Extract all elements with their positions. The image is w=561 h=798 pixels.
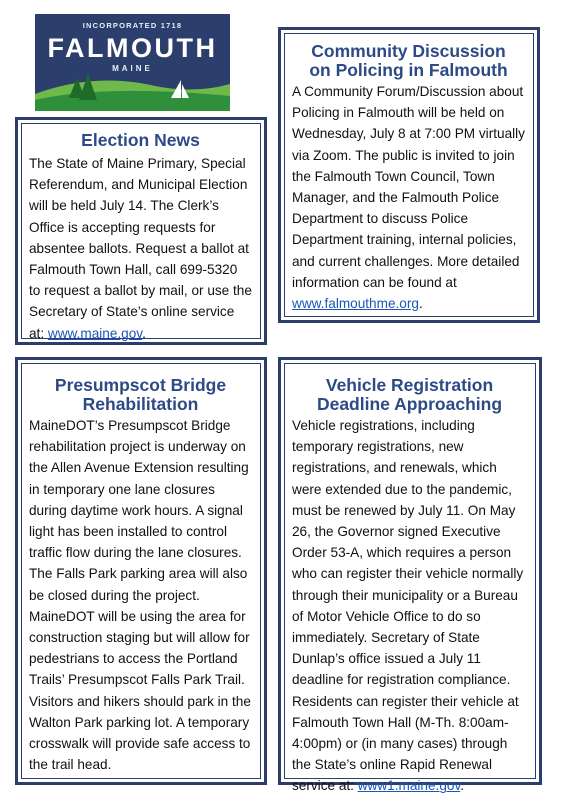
vehicle-registration-text-end: . bbox=[460, 778, 465, 794]
community-discussion-text-end: . bbox=[418, 296, 423, 312]
community-discussion-inner bbox=[284, 33, 534, 317]
bridge-rehab-box bbox=[15, 357, 267, 785]
falmouthme-link[interactable]: www.falmouthme.org bbox=[292, 296, 419, 312]
bridge-rehab-inner bbox=[21, 363, 261, 779]
vehicle-registration-title-line2: Deadline Approaching bbox=[316, 394, 503, 414]
community-discussion-body bbox=[292, 81, 525, 314]
bridge-rehab-title-line2: Rehabilitation bbox=[82, 394, 199, 414]
maine-gov-link[interactable]: www.maine.gov bbox=[47, 325, 143, 341]
vehicle-registration-body bbox=[292, 415, 527, 797]
vehicle-registration-text: Vehicle registrations, including temporary registrations, new registrations, and renewals, which were extended due to the pandemic, must be renewed by July 11. On May 26, the Governor signed Executive Order 53-A, which requires a person who can register their vehicle normally through their municipality or a Bureau of Motor Vehicle Office to do so immediately. Secretary of State Dunlap’s office issued a July 11 deadline for registration compliance. Residents can register their vehicle at Falmouth Town Hall (M-Th. 8:00am-4:00pm) or (in many cases) through the State’s online Rapid Renewal service at: bbox=[292, 418, 524, 794]
election-news-title: Election News bbox=[81, 130, 200, 150]
election-news-body bbox=[29, 153, 252, 344]
bridge-rehab-title bbox=[29, 376, 252, 414]
community-discussion-title bbox=[292, 42, 525, 80]
falmouth-logo bbox=[35, 14, 230, 111]
community-discussion-title-line1: Community Discussion bbox=[311, 41, 506, 61]
election-news-text-end: . bbox=[142, 325, 146, 341]
vehicle-registration-box bbox=[278, 357, 542, 794]
community-discussion-text: A Community Forum/Discussion about Policing in Falmouth will be held on Wednesday, July 8 at 7:00 PM virtually via Zoom. The public is invited to join the Falmouth Town Council, Town Manager, and the Falmouth Police Department to discuss Police Department training, internal policies, and current challenges. More detailed information can be found at bbox=[292, 84, 525, 290]
election-news-text: The State of Maine Primary, Special Referendum, and Municipal Election will be held July 14. The Clerk’s Office is accepting requests for absentee ballots. Request a ballot at Falmouth Town Hall, call 699-5320 to request a ballot by mail, or use the Secretary of State’s online service at: bbox=[29, 156, 252, 341]
vehicle-registration-title-line1: Vehicle Registration bbox=[325, 375, 494, 395]
logo-state: MAINE bbox=[112, 64, 153, 73]
bridge-rehab-body: MaineDOT’s Presumpscot Bridge rehabilitation project is underway on the Allen Avenue Extension resulting in temporary one lane closures during daytime work hours. A signal light has been installed to control traffic flow during the lane closures. The Falls Park parking area will also be closed during the project. MaineDOT will be using the area for construction staging but will allow for pedestrians to access the Portland Trails’ Presumpscot Falls Park Trail. Visitors and hikers should park in the Walton Park parking lot. A temporary crosswalk will provide safe access to the trail head. bbox=[29, 418, 251, 773]
vehicle-registration-title bbox=[292, 376, 527, 414]
election-news-box bbox=[15, 117, 267, 345]
community-discussion-box bbox=[278, 27, 540, 323]
community-discussion-title-line2: on Policing in Falmouth bbox=[309, 60, 508, 80]
election-news-inner bbox=[21, 123, 261, 339]
vehicle-registration-inner bbox=[284, 363, 536, 794]
www1-maine-gov-link[interactable]: www1.maine.gov bbox=[357, 778, 461, 794]
bridge-rehab-title-line1: Presumpscot Bridge bbox=[54, 375, 227, 395]
hills-trees-sail-icon bbox=[35, 14, 230, 111]
logo-name: FALMOUTH bbox=[47, 33, 218, 63]
logo-incorporated: INCORPORATED 1718 bbox=[82, 21, 183, 30]
